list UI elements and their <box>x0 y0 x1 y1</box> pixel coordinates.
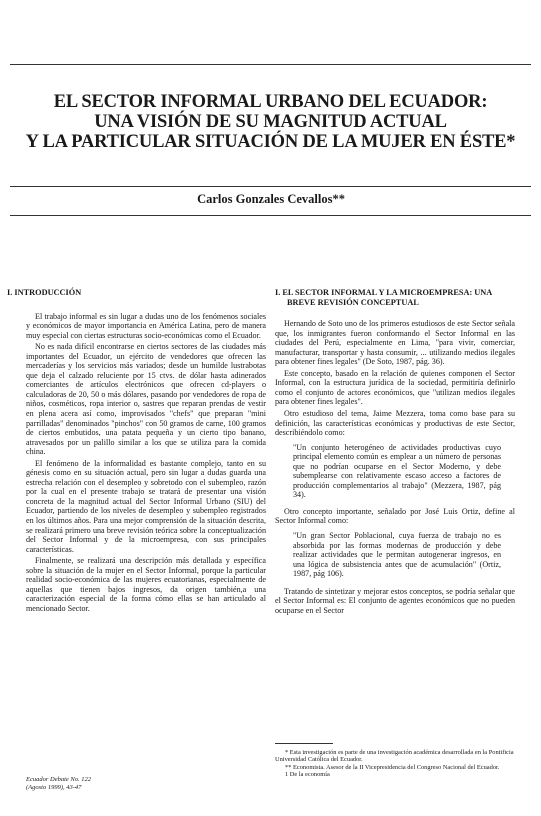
title-bottom-rule <box>10 186 531 187</box>
journal-name: Ecuador Debate No. 122 <box>26 776 91 783</box>
paragraph: El trabajo informal es sin lugar a dudas uno de los fenómenos sociales y económicos de mayor importancia en América Latina, pero de manera muy especial con ciertas estructuras socio-económicas como el Ecuador. <box>26 311 266 340</box>
footnotes <box>275 743 515 779</box>
paragraph: Tratando de sintetizar y mejorar estos conceptos, se podría señalar que el Sector Informal es: El conjunto de agentes económicos que no pueden ocuparse en el Sector <box>275 586 515 615</box>
paragraph: Otro concepto importante, señalado por José Luis Ortiz, define al Sector Informal como: <box>275 506 515 526</box>
right-column <box>275 288 515 617</box>
title-line-3: Y LA PARTICULAR SITUACIÓN DE LA MUJER EN ÉSTE* <box>25 132 516 152</box>
footnote: 1 De la economía <box>285 771 330 779</box>
section-heading-sector-informal: I. EL SECTOR INFORMAL Y LA MICROEMPRESA: UNA BREVE REVISIÓN CONCEPTUAL <box>275 288 492 307</box>
journal-citation <box>26 776 91 791</box>
top-rule <box>10 64 531 65</box>
paragraph: Otro estudioso del tema, Jaime Mezzera, toma como base para su definición, las características económicas y productivas de este Sector, describiéndolo como: <box>275 409 515 438</box>
paragraph: No es nada difícil encontrarse en ciertos sectores de las ciudades más importantes del Ecuador, un ejército de vendedores que ofrecen las mercaderías y los servicios más variados; desde un humilde lustrabotas que deja el calzado reluciente por 15 ctvs. de dólar hasta adinerados comerciantes de artículos electrónicos que ofrecen cd-players o calculadoras de 20, 50 o más dólares, pasando por vendedores de ropa de niños, cosméticos, ropa interior o, sastres que reparan prendas de vestir en plena acera así como, improvisados "chefs" que preparan "mini parrilladas" denominados "pinchos" con 50 gramos de carne, 100 gramos de ciertos embutidos, una patata pequeña y un cierto tipo banano, atravesados por un palillo similar a los que se utiliza para la comida china. <box>26 342 266 457</box>
journal-issue-date: (Agosto 1999), 43-47 <box>26 783 82 791</box>
paragraph: Hernando de Soto uno de los primeros estudiosos de este Sector señala que, los inmigrantes fueron conformando el Sector Informal en las ciudades del Perú, especialmente en Lima, "para vivir, comerciar, manufacturar, transportar y hasta consumir, ... utilizando medios ilegales para obtener fines legales" (De Soto, 1987, pág. 36). <box>275 319 515 367</box>
footnote-separator <box>275 743 333 744</box>
paragraph: Finalmente, se realizará una descripción más detallada y específica sobre la situación de la mujer en el Sector Informal, porque la particular realidad socio-económica de las mujeres ecuatorianas, especialmente de aquellas que tienen bajos ingresos, da origen también,a una caracterización especial de la forma cómo ellas se han articulado al mencionado Sector. <box>26 556 266 613</box>
title-line-1: EL SECTOR INFORMAL URBANO DEL ECUADOR: <box>53 92 488 112</box>
article-title <box>0 92 541 152</box>
footnote: ** Economista. Asesor de la II Vicepresidencia del Congreso Nacional del Ecuador. <box>285 763 500 771</box>
author-name: Carlos Gonzales Cevallos** <box>197 192 345 206</box>
left-column <box>7 288 266 616</box>
block-quote-ortiz: "Un gran Sector Poblacional, cuya fuerza de trabajo no es absorbida por las formas modernas de producción y debe realizar actividades que le permitan autogenerar ingresos, en una lógica de subsistencia antes que de acumulación" (Ortiz, 1987, pág 106). <box>293 531 501 579</box>
paragraph: El fenómeno de la informalidad es bastante complejo, tanto en su génesis como en su situación actual, pero sin lugar a dudas guarda una estrecha relación con el desempleo y sobretodo con el subempleo, razón por la cual en el presente trabajo se tratará de presentar una visión concreta de la magnitud actual del Sector Informal Urbano (SIU) del Ecuador, partiendo de los niveles de desempleo y subempleo registrados en los últimos años. Para una mejor comprensión de la situación descrita, se realizará primero una breve revisión teórica sobre la conceptualización del Sector Informal y de la microempresa, con sus principales características. <box>26 458 266 554</box>
footnote: * Esta investigación es parte de una investigación académica desarrollada en la Pontificia Universidad Católica del Ecuador. <box>275 749 514 764</box>
section-heading-introduction: I. INTRODUCCIÓN <box>7 288 82 297</box>
block-quote-mezzera: "Un conjunto heterogéneo de actividades productivas cuyo principal elemento común es emplear a un número de personas que no podrían ocuparse en el Sector Moderno, y debe subemplearse con relativamente escaso acceso a factores de producción complementarios al trabajo" (Mezzera, 1987, pág 34). <box>293 442 501 500</box>
author-bottom-rule <box>10 215 531 216</box>
paragraph: Este concepto, basado en la relación de quienes componen el Sector Informal, con la estructura jurídica de la sociedad, permitiría definirlo como el conjunto de actores económicos, que "utilizan medios ilegales para obtener fines legales". <box>275 368 515 407</box>
title-line-2: UNA VISIÓN DE SU MAGNITUD ACTUAL <box>94 112 447 132</box>
